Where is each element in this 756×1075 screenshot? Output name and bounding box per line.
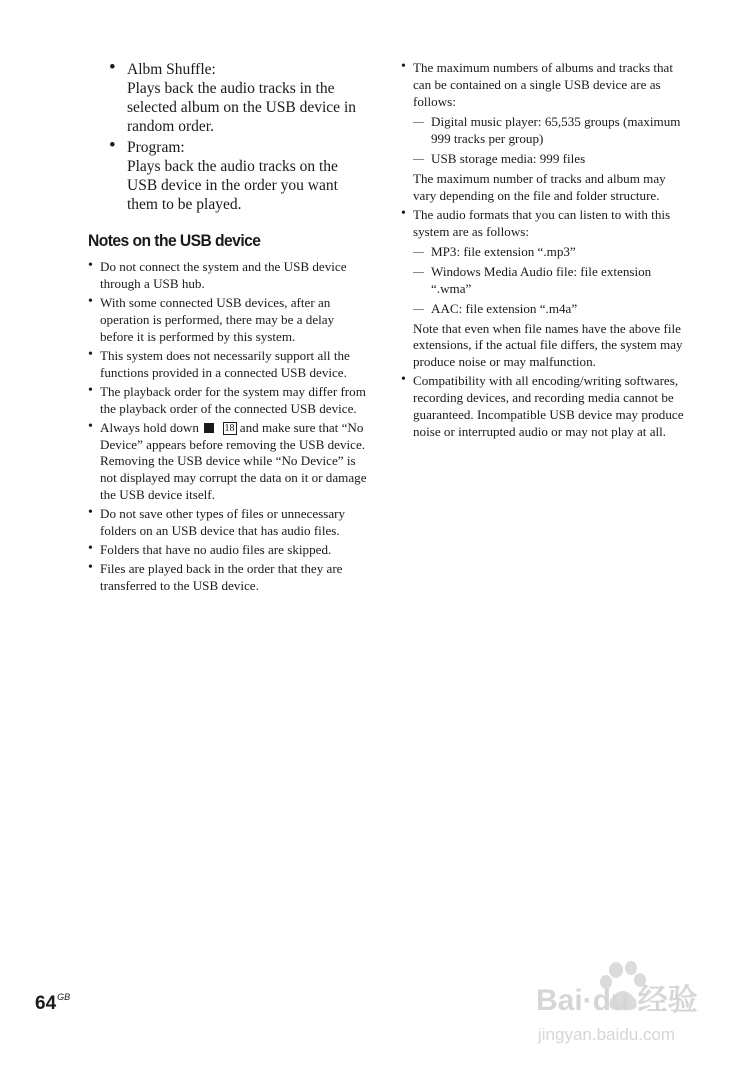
dash-item: — Digital music player: 65,535 groups (maximum 999 tracks per group) [413, 114, 691, 148]
usb-notes-list [88, 259, 368, 595]
mode-label: Albm Shuffle: [127, 61, 216, 78]
stop-icon [204, 423, 214, 433]
dash-item: — MP3: file extension “.mp3” [413, 244, 691, 261]
note-item-audio-formats [401, 207, 691, 371]
note-item: • This system does not necessarily support all the functions provided in a connected USB device. [88, 348, 368, 382]
mode-description: Plays back the audio tracks in the selected album on the USB device in random order. [127, 80, 356, 135]
note-followup: The maximum number of tracks and album may vary depending on the file and folder structure. [413, 170, 666, 203]
note-item-max-numbers [401, 60, 691, 204]
dash-item: — USB storage media: 999 files [413, 151, 691, 168]
page-number-suffix: GB [57, 992, 71, 1002]
usb-notes-list-continued [401, 60, 691, 441]
note-text-after: and make sure that “No Device” appears before removing the USB device. Removing the USB device while “No Device” is not displayed may corrupt the data on it or damage the USB device itself. [100, 419, 367, 502]
left-column [88, 60, 368, 597]
note-intro: The maximum numbers of albums and tracks that can be contained on a single USB device are as follows: [413, 60, 673, 109]
mode-item-album-shuffle [108, 60, 368, 136]
dash-item: — Windows Media Audio file: file extension “.wma” [413, 264, 691, 298]
playback-mode-list [108, 60, 368, 214]
note-intro: The audio formats that you can listen to with this system are as follows: [413, 206, 671, 239]
dash-list [413, 244, 691, 317]
dash-list [413, 114, 691, 167]
paw-logo-icon [528, 960, 718, 1050]
page-number [35, 992, 70, 1015]
watermark-brand: Bai·du 经验 [536, 984, 698, 1017]
note-item: • Folders that have no audio files are skipped. [88, 542, 368, 559]
baidu-watermark [528, 960, 718, 1050]
note-item: • Do not connect the system and the USB device through a USB hub. [88, 259, 368, 293]
note-item-hold-stop [88, 420, 368, 504]
mode-description: Plays back the audio tracks on the USB device in the order you want them to be played. [127, 158, 338, 213]
note-item: • Files are played back in the order that they are transferred to the USB device. [88, 561, 368, 595]
mode-item-program [108, 138, 368, 214]
note-followup: Note that even when file names have the above file extensions, if the actual file differs, the system may produce noise or may malfunction. [413, 320, 683, 370]
right-column [401, 60, 691, 443]
page-number-value: 64 [35, 993, 57, 1014]
section-heading: Notes on the USB device [88, 231, 261, 250]
reference-number-badge: 18 [224, 422, 235, 434]
dash-item: — AAC: file extension “.m4a” [413, 301, 691, 318]
note-item: • Do not save other types of files or unnecessary folders on an USB device that has audio files. [88, 506, 368, 540]
note-text-before: Always hold down [100, 419, 199, 435]
note-item: • The playback order for the system may differ from the playback order of the connected USB device. [88, 384, 368, 418]
mode-label: Program: [127, 139, 185, 156]
watermark-url: jingyan.baidu.com [538, 1025, 676, 1044]
note-item: • With some connected USB devices, after an operation is performed, there may be a delay before it is performed by this system. [88, 295, 368, 345]
note-item-compatibility: • Compatibility with all encoding/writing softwares, recording devices, and recording media cannot be guaranteed. Incompatible USB device may produce noise or interrupted audio or may not play at all. [401, 373, 691, 440]
